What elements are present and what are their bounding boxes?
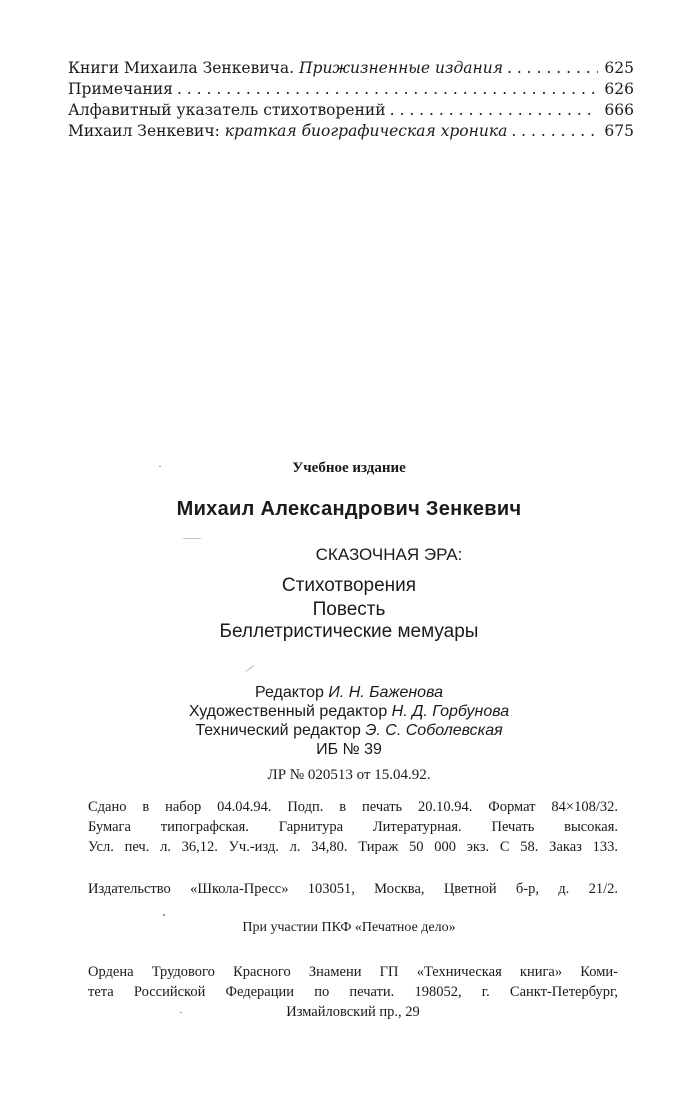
editor-credit: Редактор И. Н. Баженова <box>255 684 443 701</box>
production-line: Сдано в набор 04.04.94. Подп. в печать 20.10.94. Формат 84×108/32. <box>88 799 618 815</box>
toc-leader-dots <box>173 79 598 100</box>
scan-speck <box>163 914 165 916</box>
production-line: Усл. печ. л. 36,12. Уч.-изд. л. 34,80. Тираж 50 000 экз. С 58. Заказ 133. <box>88 839 618 855</box>
printer-info <box>88 962 618 1022</box>
book-title: СКАЗОЧНАЯ ЭРА: <box>315 545 463 564</box>
edition-type: Учебное издание <box>292 460 406 476</box>
art-editor-credit: Художественный редактор Н. Д. Горбунова <box>188 703 510 720</box>
toc-page-number: 675 <box>604 122 634 140</box>
production-details <box>88 797 618 857</box>
license-number: ЛР № 020513 от 15.04.92. <box>267 767 431 783</box>
printer-line: Измайловский пр., 29 <box>286 1004 420 1020</box>
printer-line: тета Российской Федерации по печати. 198052, г. Санкт-Петербург, <box>88 984 618 1000</box>
book-subtitle: Беллетристические мемуары <box>219 621 479 642</box>
toc-entry <box>68 121 634 142</box>
printer-line: Ордена Трудового Красного Знамени ГП «Техническая книга» Коми- <box>88 964 618 980</box>
toc-page-number: 666 <box>604 101 634 119</box>
author-name: Михаил Александрович Зенкевич <box>176 498 522 520</box>
scan-speck <box>245 665 255 673</box>
tech-editor-credit: Технический редактор Э. С. Соболевская <box>195 722 503 739</box>
ib-number: ИБ № 39 <box>316 741 382 758</box>
toc-leader-dots <box>386 100 598 121</box>
toc-leader-dots <box>503 58 598 79</box>
toc-entry-title: Примечания <box>68 80 173 98</box>
scan-speck <box>159 466 161 467</box>
toc-entry-title: Алфавитный указатель стихотворений <box>68 101 386 119</box>
toc-entry-title: Михаил Зенкевич: краткая биографическая хроника <box>68 122 508 140</box>
toc-page-number: 626 <box>604 80 634 98</box>
table-of-contents <box>68 58 634 142</box>
toc-entry <box>68 79 634 100</box>
scan-speck <box>182 538 202 539</box>
book-subtitle: Стихотворения <box>281 575 417 596</box>
scan-speck <box>180 1012 182 1013</box>
toc-leader-dots <box>507 121 598 142</box>
book-subtitle: Повесть <box>312 599 386 620</box>
toc-entry <box>68 100 634 121</box>
toc-page-number: 625 <box>604 59 634 77</box>
participation-note: При участии ПКФ «Печатное дело» <box>242 920 456 935</box>
production-line: Бумага типографская. Гарнитура Литературная. Печать высокая. <box>88 819 618 835</box>
toc-entry-title: Книги Михаила Зенкевича. Прижизненные издания <box>68 59 503 77</box>
publisher-address: Издательство «Школа-Пресс» 103051, Москва, Цветной б-р, д. 21/2. <box>88 881 618 897</box>
toc-entry <box>68 58 634 79</box>
